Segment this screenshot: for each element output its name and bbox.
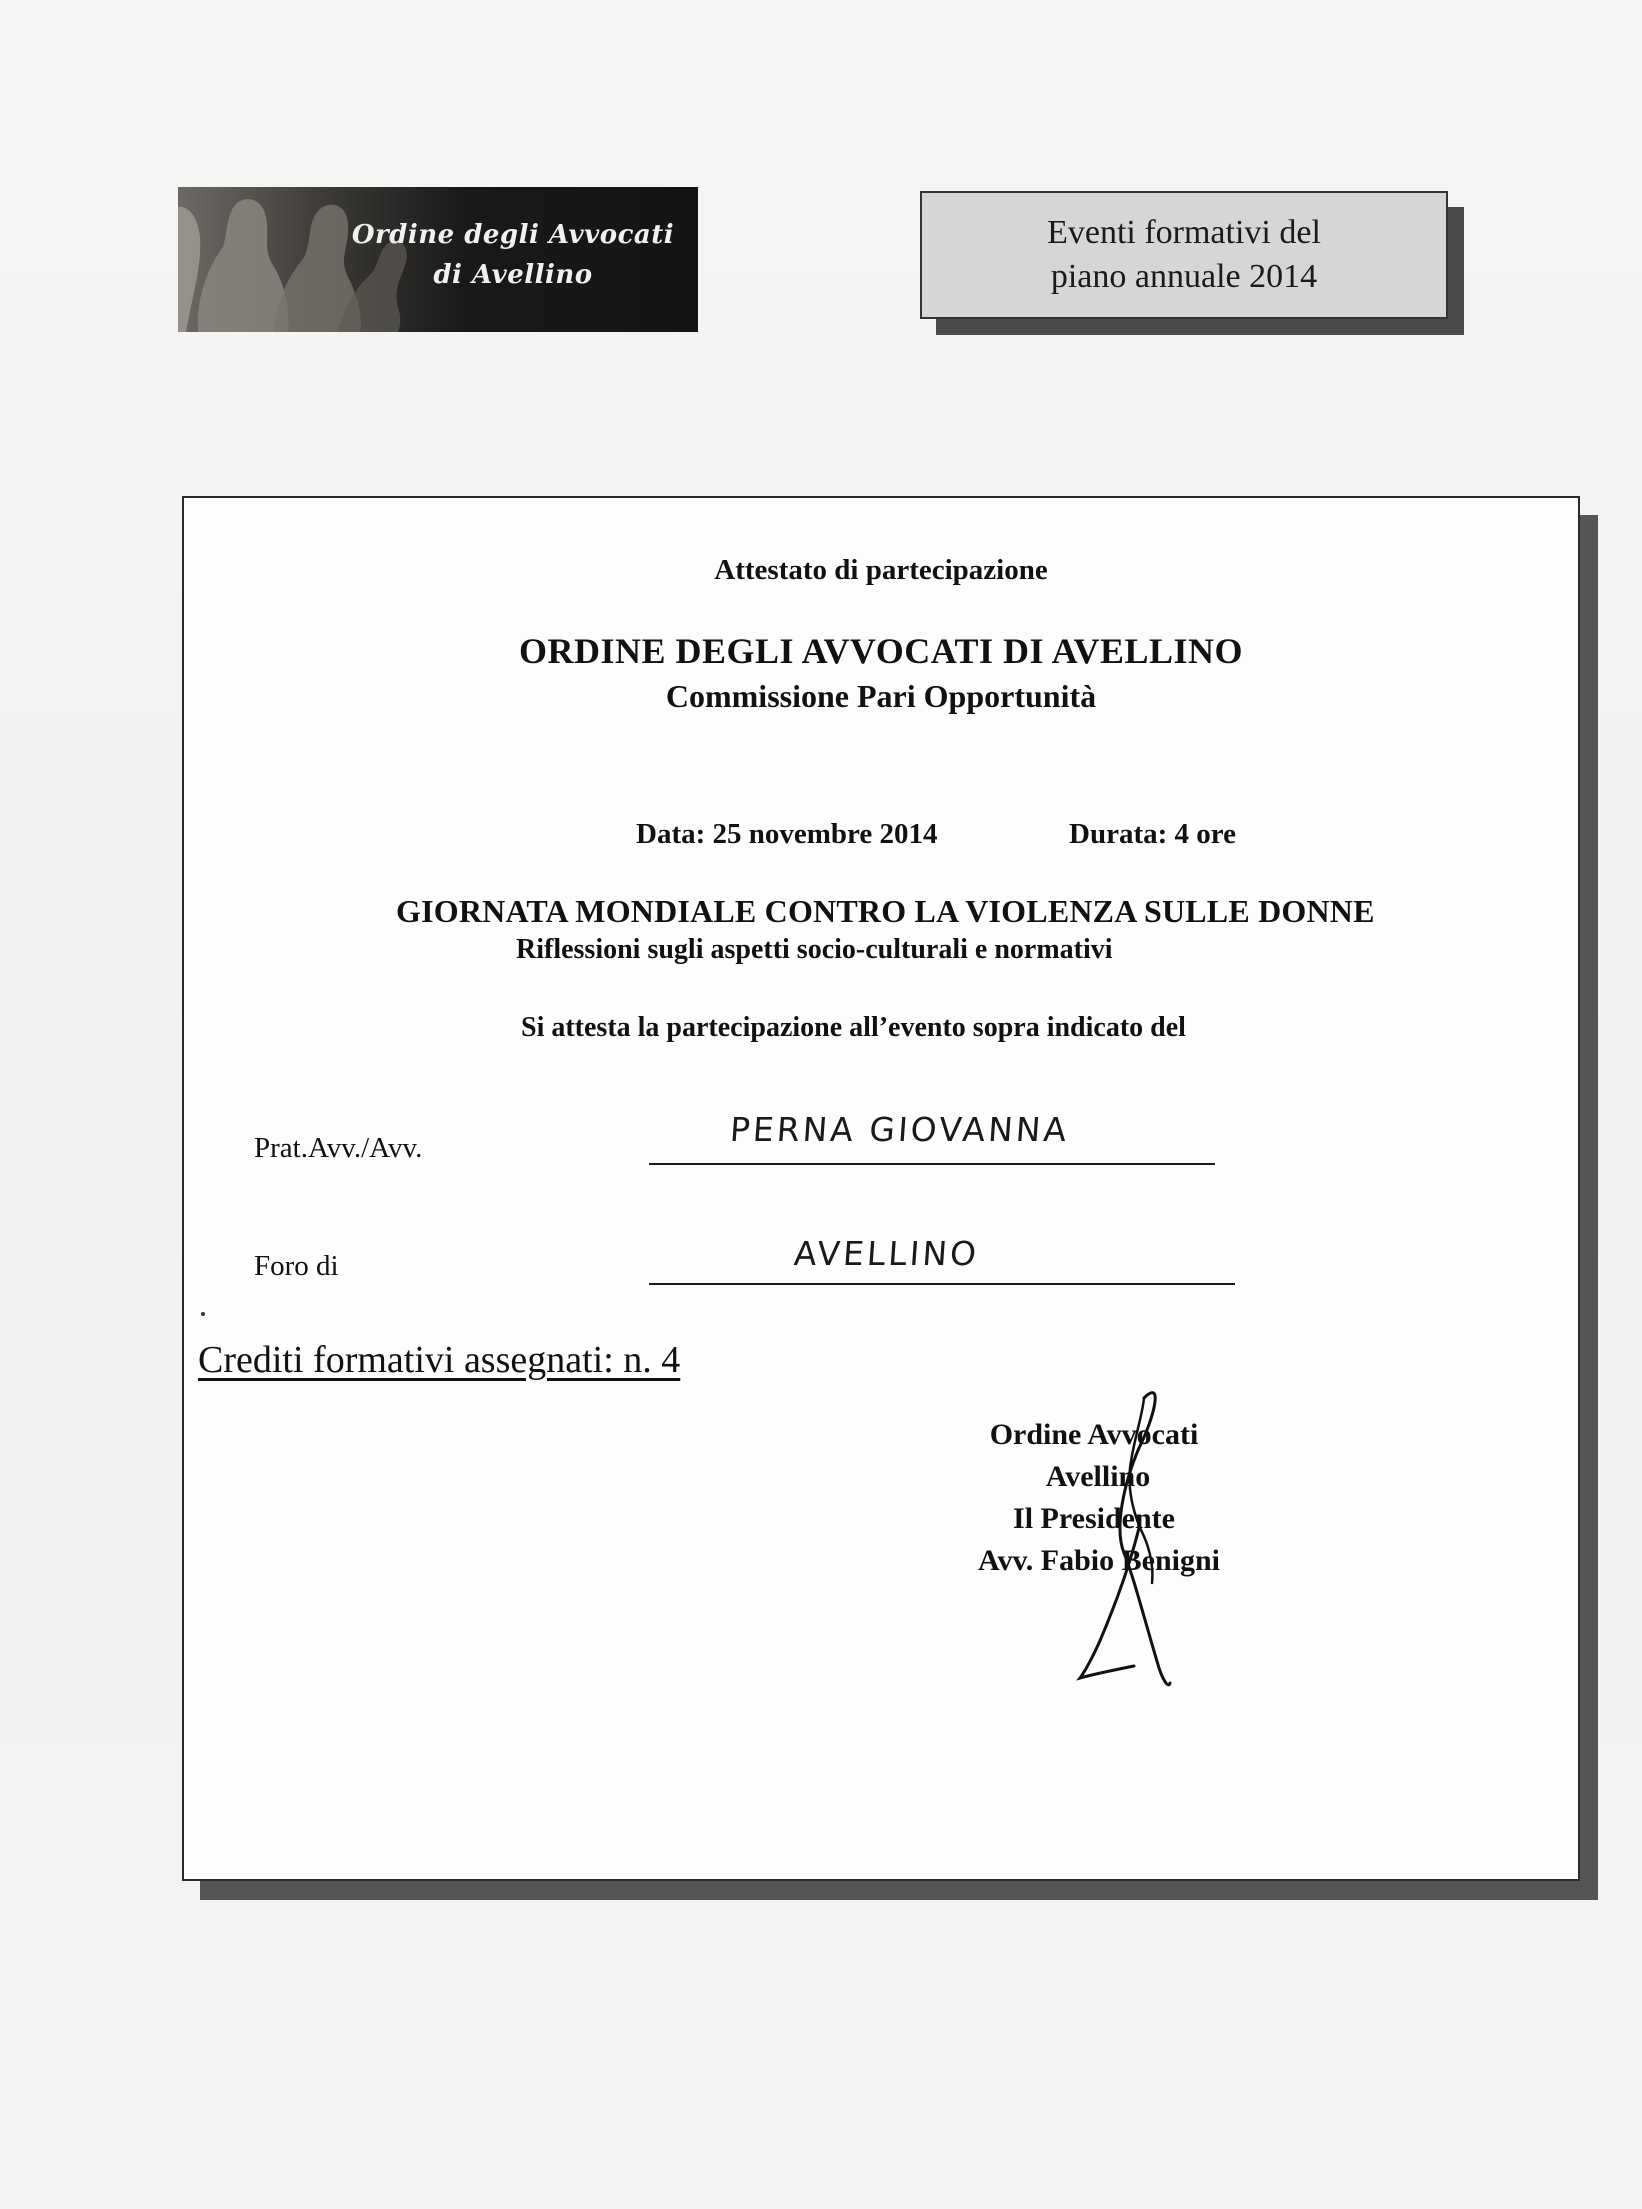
event-date: Data: 25 novembre 2014 xyxy=(636,818,938,850)
foro-label: Foro di xyxy=(254,1250,339,1282)
handwritten-foro: AVELLINO xyxy=(792,1234,981,1273)
name-label: Prat.Avv./Avv. xyxy=(254,1132,423,1164)
event-plan-box xyxy=(920,191,1448,319)
signatory-line-1: Ordine Avvocati xyxy=(989,1418,1199,1451)
certificate-heading: Attestato di partecipazione xyxy=(714,554,1048,586)
foro-underline xyxy=(649,1283,1235,1285)
logo-line-2: di Avellino xyxy=(433,260,593,290)
signatory-line-2: Avellino xyxy=(1045,1460,1151,1493)
event-box-line-2: piano annuale 2014 xyxy=(1050,258,1318,295)
signatory-line-3: Il Presidente xyxy=(1013,1502,1175,1535)
event-box-line-1: Eventi formativi del xyxy=(1047,214,1321,251)
credits-assigned: Crediti formativi assegnati: n. 4 xyxy=(198,1339,681,1381)
commission-name: Commissione Pari Opportunità xyxy=(665,678,1097,714)
certificate xyxy=(182,496,1580,1881)
event-subtitle: Riflessioni sugli aspetti socio-culturali e normativi xyxy=(516,934,1113,965)
event-title: GIORNATA MONDIALE CONTRO LA VIOLENZA SULLE DONNE xyxy=(396,893,1375,929)
event-duration: Durata: 4 ore xyxy=(1069,818,1236,850)
organization-name: ORDINE DEGLI AVVOCATI DI AVELLINO xyxy=(519,631,1243,671)
name-underline xyxy=(649,1163,1215,1165)
attestation-text: Si attesta la partecipazione all’evento sopra indicato del xyxy=(521,1012,1186,1043)
logo-text xyxy=(328,215,698,295)
signatory-line-4: Avv. Fabio Benigni xyxy=(978,1544,1220,1577)
handwritten-name: PERNA GIOVANNA xyxy=(728,1110,1071,1149)
logo-line-1: Ordine degli Avvocati xyxy=(351,220,675,250)
stray-mark xyxy=(201,1312,205,1316)
handwritten-signature xyxy=(1044,1378,1244,1708)
bar-association-logo xyxy=(178,187,698,332)
